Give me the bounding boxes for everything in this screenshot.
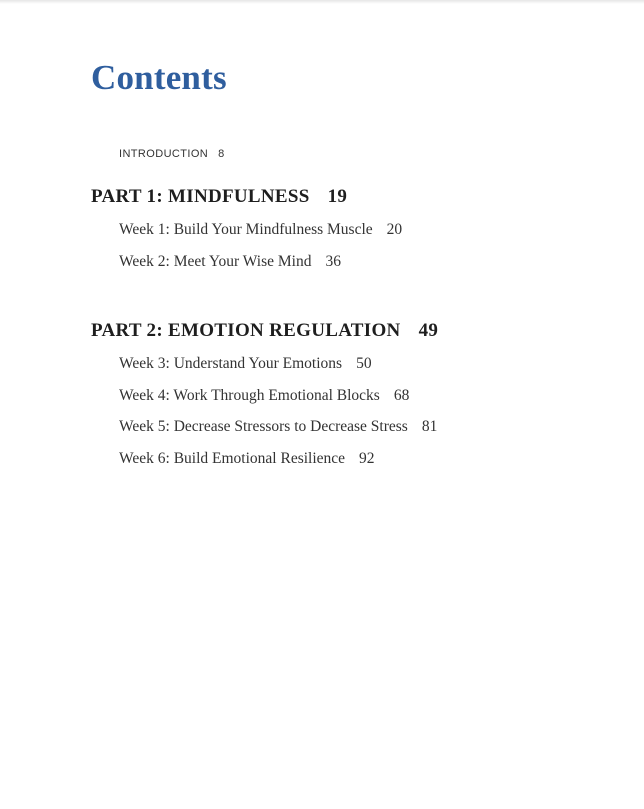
toc-page-number: 36: [325, 253, 341, 270]
toc-part-1-heading: [91, 187, 347, 206]
page-title: Contents: [91, 58, 227, 97]
toc-entry-label: Week 6: Build Emotional Resilience: [119, 450, 346, 467]
toc-entry-week-5: [119, 419, 437, 435]
toc-entry-week-6: [119, 451, 375, 467]
toc-page-number: 49: [418, 320, 439, 341]
toc-entry-label: Week 2: Meet Your Wise Mind: [119, 253, 312, 270]
toc-page-number: 20: [386, 221, 403, 238]
toc-part-label: PART 1: MINDFULNESS: [91, 186, 310, 207]
toc-page-number: 19: [327, 186, 348, 207]
toc-entry-label: Week 1: Build Your Mindfulness Muscle: [119, 221, 373, 238]
toc-entry-week-2: [119, 254, 341, 270]
toc-entry-week-3: [119, 356, 372, 372]
toc-page-number: 81: [421, 418, 438, 435]
toc-page-number: 68: [393, 387, 410, 404]
toc-entry-week-1: [119, 222, 402, 238]
toc-entry-label: Week 5: Decrease Stressors to Decrease Stress: [119, 418, 408, 435]
toc-part-label: PART 2: EMOTION REGULATION: [91, 320, 401, 341]
toc-entry-label: Week 3: Understand Your Emotions: [119, 355, 343, 372]
toc-entry-label: INTRODUCTION: [119, 148, 209, 160]
toc-entry-week-4: [119, 388, 409, 404]
toc-page-number: 50: [356, 355, 372, 372]
toc-entry-label: Week 4: Work Through Emotional Blocks: [119, 387, 380, 404]
toc-entry-introduction: [119, 148, 225, 160]
toc-page-number: 8: [218, 148, 225, 160]
toc-part-2-heading: [91, 321, 438, 340]
toc-page-number: 92: [359, 450, 375, 467]
